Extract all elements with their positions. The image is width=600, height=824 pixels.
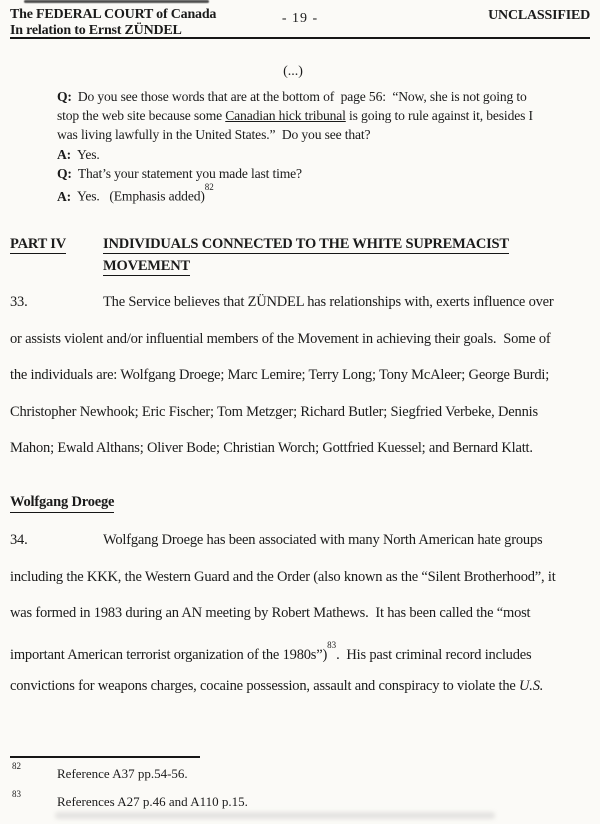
part-title (103, 233, 509, 277)
footnote-reference-83: 83 (327, 639, 337, 650)
transcript-text: That’s your statement you made last time? (77, 165, 302, 181)
transcript-text: stop the web site because some (57, 108, 226, 124)
answer-marker: A: (57, 188, 72, 204)
classification-marking: UNCLASSIFIED (488, 8, 590, 23)
answer-marker: A: (57, 146, 72, 162)
paragraph-line: Mahon; Ewald Althans; Oliver Bode; Christian Worch; Gottfried Kuessel; and Bernard Klatt. (10, 440, 533, 457)
footnote-text: Reference A37 pp.54-56. (57, 766, 188, 782)
question-marker: Q: (57, 89, 72, 104)
paragraph-text: important American terrorist organization of the 1980s”) (10, 646, 328, 663)
footnote-separator-rule (10, 756, 200, 758)
paragraph-number: 33. (10, 294, 28, 310)
paragraph-text: . His past criminal record includes (336, 646, 532, 663)
italic-phrase: U.S. (519, 678, 544, 695)
paragraph-number: 34. (10, 532, 28, 548)
transcript-line (57, 106, 597, 125)
page-number: - 19 - (281, 11, 319, 26)
paragraph-line: the individuals are: Wolfgang Droege; Marc Lemire; Terry Long; Tony McAleer; George Burdi; (10, 367, 550, 384)
part-title-line1: INDIVIDUALS CONNECTED TO THE WHITE SUPREMACIST (103, 236, 509, 252)
paragraph-33 (10, 284, 600, 467)
paragraph-text: Wolfgang Droege has been associated with many North American hate groups (103, 532, 543, 548)
footnote-83 (12, 789, 248, 810)
header-case-subject: In relation to Ernst ZÜNDEL (10, 22, 182, 38)
transcript-text: was living lawfully in the United States.” Do you see that? (57, 127, 371, 143)
question-marker: Q: (57, 165, 72, 181)
paragraph-line (10, 632, 600, 669)
paragraph-line: including the KKK, the Western Guard and the Order (also known as the “Silent Brotherhood”, it (10, 568, 556, 585)
paragraph-text: The Service believes that ZÜNDEL has relationships with, exerts influence over (103, 294, 554, 310)
footnote-number: 83 (12, 789, 21, 799)
paragraph-34 (10, 522, 600, 705)
transcript-line (57, 164, 597, 183)
footnote-text: References A27 p.46 and A110 p.15. (57, 794, 248, 810)
footnote-number: 82 (12, 761, 21, 771)
transcript-line (57, 125, 597, 144)
scan-artifact-top (24, 0, 209, 3)
transcript-text: Yes. (Emphasis added) (77, 188, 205, 204)
transcript-quote-block (57, 87, 597, 206)
part-label: PART IV (10, 236, 66, 252)
transcript-text: Do you see those words that are at the bottom of page 56: “Now, she is not going to (77, 89, 527, 104)
paragraph-line (10, 284, 600, 321)
transcript-line (57, 87, 597, 106)
transcript-text: is going to rule against it, besides I (345, 108, 533, 124)
footnote-82 (12, 761, 188, 782)
paragraph-text: convictions for weapons charges, cocaine possession, assault and conspiracy to violate the (10, 678, 520, 695)
droege-section-heading: Wolfgang Droege (10, 494, 114, 513)
paragraph-line: or assists violent and/or influential members of the Movement in achieving their goals. Some of (10, 330, 551, 347)
paragraph-line (10, 522, 600, 559)
underlined-phrase: Canadian hick tribunal (225, 108, 346, 124)
header-court-title: The FEDERAL COURT of Canada (10, 7, 217, 22)
scan-artifact-bottom (55, 812, 495, 819)
transcript-text: Yes. (77, 146, 100, 162)
transcript-line (57, 183, 597, 206)
paragraph-line: was formed in 1983 during an AN meeting by Robert Mathews. It has been called the “most (10, 605, 531, 622)
paragraph-line (10, 668, 600, 705)
part-title-line2: MOVEMENT (103, 258, 191, 274)
transcript-line (57, 145, 597, 164)
omission-ellipsis: (...) (283, 64, 303, 79)
footnote-reference-82: 82 (204, 182, 214, 193)
header-rule (10, 37, 590, 39)
paragraph-line: Christopher Newhook; Eric Fischer; Tom Metzger; Richard Butler; Siegfried Verbeke, Dennis (10, 403, 538, 420)
